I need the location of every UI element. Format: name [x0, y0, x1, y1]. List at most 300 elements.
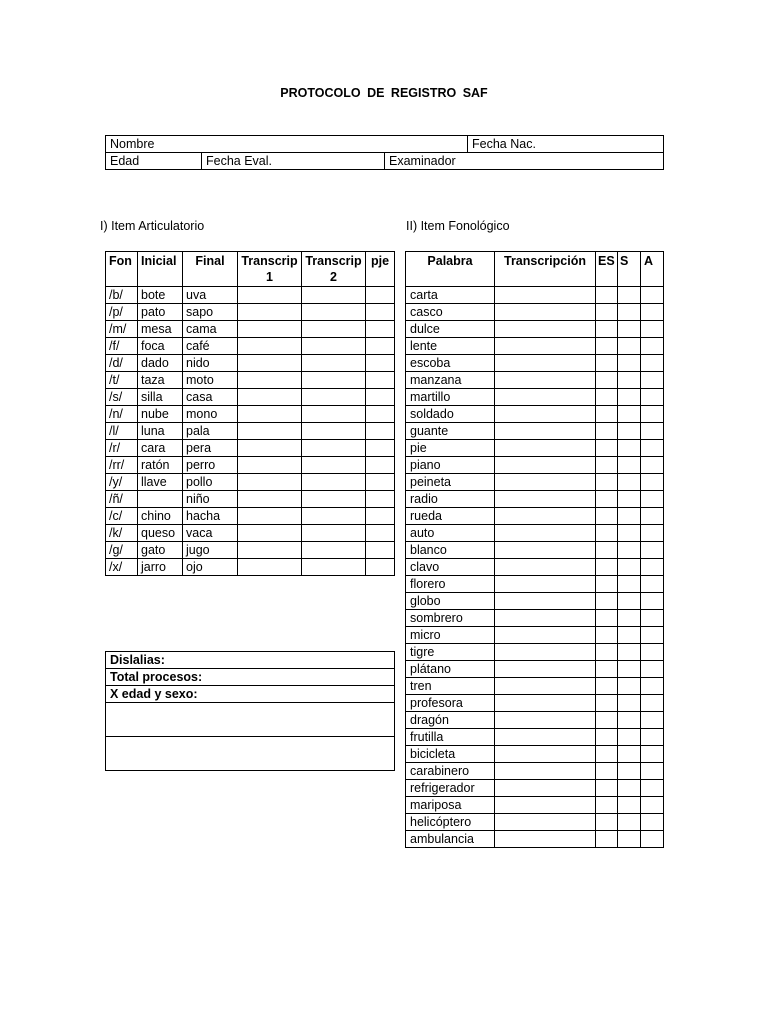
pje-cell[interactable]	[366, 389, 395, 406]
fon-cell: /c/	[106, 508, 138, 525]
dislalias-label[interactable]: Dislalias:	[106, 652, 395, 669]
table-row	[106, 406, 395, 423]
es-cell[interactable]	[596, 797, 618, 814]
a-cell[interactable]	[641, 746, 664, 763]
table-row	[406, 508, 664, 525]
s-cell[interactable]	[618, 321, 641, 338]
es-cell[interactable]	[596, 287, 618, 304]
es-cell[interactable]	[596, 355, 618, 372]
palabra-cell: bicicleta	[406, 746, 495, 763]
transcripcion-cell[interactable]	[495, 389, 596, 406]
transcripcion-cell[interactable]	[495, 457, 596, 474]
a-cell[interactable]	[641, 814, 664, 831]
inicial-cell: chino	[138, 508, 183, 525]
palabra-cell: profesora	[406, 695, 495, 712]
fon-cell: /x/	[106, 559, 138, 576]
table-row	[406, 593, 664, 610]
transcrip-2-cell[interactable]	[302, 321, 366, 338]
pje-cell[interactable]	[366, 355, 395, 372]
a-cell[interactable]	[641, 576, 664, 593]
table-row	[106, 440, 395, 457]
s-cell[interactable]	[618, 695, 641, 712]
pje-cell[interactable]	[366, 440, 395, 457]
table-row	[406, 644, 664, 661]
s-cell[interactable]	[618, 678, 641, 695]
s-cell[interactable]	[618, 525, 641, 542]
transcripcion-cell[interactable]	[495, 491, 596, 508]
a-cell[interactable]	[641, 355, 664, 372]
palabra-cell: clavo	[406, 559, 495, 576]
palabra-cell: blanco	[406, 542, 495, 559]
table-row	[406, 355, 664, 372]
table-row	[106, 508, 395, 525]
s-cell[interactable]	[618, 338, 641, 355]
s-cell[interactable]	[618, 508, 641, 525]
s-cell[interactable]	[618, 491, 641, 508]
pje-cell[interactable]	[366, 525, 395, 542]
transcripcion-cell[interactable]	[495, 780, 596, 797]
es-cell[interactable]	[596, 712, 618, 729]
es-cell[interactable]	[596, 746, 618, 763]
table-row	[406, 542, 664, 559]
palabra-cell: helicóptero	[406, 814, 495, 831]
s-cell[interactable]	[618, 627, 641, 644]
a-cell[interactable]	[641, 695, 664, 712]
col-final: Final	[183, 252, 238, 287]
transcrip-1-cell[interactable]	[238, 474, 302, 491]
inicial-cell: nube	[138, 406, 183, 423]
a-cell[interactable]	[641, 338, 664, 355]
es-cell[interactable]	[596, 627, 618, 644]
es-cell[interactable]	[596, 695, 618, 712]
s-cell[interactable]	[618, 610, 641, 627]
a-cell[interactable]	[641, 610, 664, 627]
a-cell[interactable]	[641, 457, 664, 474]
a-cell[interactable]	[641, 389, 664, 406]
a-cell[interactable]	[641, 474, 664, 491]
fon-cell: /m/	[106, 321, 138, 338]
a-cell[interactable]	[641, 678, 664, 695]
transcrip-2-cell[interactable]	[302, 287, 366, 304]
table-row	[106, 338, 395, 355]
fon-cell: /n/	[106, 406, 138, 423]
es-cell[interactable]	[596, 321, 618, 338]
transcripcion-cell[interactable]	[495, 423, 596, 440]
col-pje: pje	[366, 252, 395, 287]
articulatorio-table	[105, 251, 395, 576]
s-cell[interactable]	[618, 712, 641, 729]
a-cell[interactable]	[641, 729, 664, 746]
table-row	[106, 304, 395, 321]
transcripcion-cell[interactable]	[495, 746, 596, 763]
inicial-cell: taza	[138, 372, 183, 389]
a-cell[interactable]	[641, 423, 664, 440]
table-row	[406, 287, 664, 304]
es-cell[interactable]	[596, 474, 618, 491]
table-row	[406, 746, 664, 763]
palabra-cell: escoba	[406, 355, 495, 372]
es-cell[interactable]	[596, 525, 618, 542]
es-cell[interactable]	[596, 729, 618, 746]
inicial-cell: mesa	[138, 321, 183, 338]
transcripcion-cell[interactable]	[495, 831, 596, 848]
a-cell[interactable]	[641, 287, 664, 304]
final-cell: casa	[183, 389, 238, 406]
pje-cell[interactable]	[366, 474, 395, 491]
palabra-cell: soldado	[406, 406, 495, 423]
transcripcion-cell[interactable]	[495, 372, 596, 389]
palabra-cell: ambulancia	[406, 831, 495, 848]
a-cell[interactable]	[641, 491, 664, 508]
table-row	[106, 474, 395, 491]
table-row	[406, 372, 664, 389]
es-cell[interactable]	[596, 576, 618, 593]
palabra-cell: piano	[406, 457, 495, 474]
fon-cell: /rr/	[106, 457, 138, 474]
a-cell[interactable]	[641, 559, 664, 576]
x-edad-label[interactable]: X edad y sexo:	[106, 686, 395, 703]
total-procesos-label[interactable]: Total procesos:	[106, 669, 395, 686]
s-cell[interactable]	[618, 406, 641, 423]
transcrip-1-cell[interactable]	[238, 389, 302, 406]
s-cell[interactable]	[618, 593, 641, 610]
a-cell[interactable]	[641, 593, 664, 610]
pje-cell[interactable]	[366, 287, 395, 304]
transcrip-2-cell[interactable]	[302, 372, 366, 389]
fecha-eval-field[interactable]: Fecha Eval.	[202, 153, 385, 170]
transcripcion-cell[interactable]	[495, 627, 596, 644]
transcripcion-cell[interactable]	[495, 525, 596, 542]
es-cell[interactable]	[596, 763, 618, 780]
s-cell[interactable]	[618, 780, 641, 797]
transcrip-2-cell[interactable]	[302, 423, 366, 440]
pje-cell[interactable]	[366, 457, 395, 474]
table-row	[106, 559, 395, 576]
transcrip-1-cell[interactable]	[238, 321, 302, 338]
transcripcion-cell[interactable]	[495, 593, 596, 610]
final-cell: pala	[183, 423, 238, 440]
palabra-cell: tigre	[406, 644, 495, 661]
transcrip-1-cell[interactable]	[238, 491, 302, 508]
a-cell[interactable]	[641, 644, 664, 661]
a-cell[interactable]	[641, 542, 664, 559]
s-cell[interactable]	[618, 814, 641, 831]
transcrip-2-cell[interactable]	[302, 508, 366, 525]
s-cell[interactable]	[618, 389, 641, 406]
pje-cell[interactable]	[366, 542, 395, 559]
transcripcion-cell[interactable]	[495, 763, 596, 780]
nombre-field[interactable]: Nombre	[106, 136, 468, 153]
s-cell[interactable]	[618, 542, 641, 559]
a-cell[interactable]	[641, 627, 664, 644]
inicial-cell: llave	[138, 474, 183, 491]
es-cell[interactable]	[596, 423, 618, 440]
pje-cell[interactable]	[366, 372, 395, 389]
pje-cell[interactable]	[366, 423, 395, 440]
table-row	[406, 321, 664, 338]
es-cell[interactable]	[596, 491, 618, 508]
es-cell[interactable]	[596, 338, 618, 355]
final-cell: pera	[183, 440, 238, 457]
pje-cell[interactable]	[366, 304, 395, 321]
a-cell[interactable]	[641, 304, 664, 321]
transcrip-2-cell[interactable]	[302, 355, 366, 372]
transcrip-1-cell[interactable]	[238, 440, 302, 457]
final-cell: niño	[183, 491, 238, 508]
transcripcion-cell[interactable]	[495, 695, 596, 712]
inicial-cell: dado	[138, 355, 183, 372]
transcrip-1-cell[interactable]	[238, 304, 302, 321]
transcrip-1-cell[interactable]	[238, 525, 302, 542]
s-cell[interactable]	[618, 355, 641, 372]
es-cell[interactable]	[596, 457, 618, 474]
palabra-cell: mariposa	[406, 797, 495, 814]
transcripcion-cell[interactable]	[495, 712, 596, 729]
table-row	[406, 304, 664, 321]
es-cell[interactable]	[596, 440, 618, 457]
table-row	[106, 389, 395, 406]
fecha-nac-field[interactable]: Fecha Nac.	[468, 136, 664, 153]
table-row	[106, 321, 395, 338]
s-cell[interactable]	[618, 746, 641, 763]
transcripcion-cell[interactable]	[495, 338, 596, 355]
s-cell[interactable]	[618, 661, 641, 678]
transcrip-1-cell[interactable]	[238, 542, 302, 559]
final-cell: hacha	[183, 508, 238, 525]
s-cell[interactable]	[618, 763, 641, 780]
transcripcion-cell[interactable]	[495, 610, 596, 627]
a-cell[interactable]	[641, 780, 664, 797]
transcripcion-cell[interactable]	[495, 474, 596, 491]
palabra-cell: peineta	[406, 474, 495, 491]
table-row	[106, 491, 395, 508]
a-cell[interactable]	[641, 831, 664, 848]
col-a: A	[641, 252, 664, 287]
table-row	[106, 287, 395, 304]
es-cell[interactable]	[596, 661, 618, 678]
es-cell[interactable]	[596, 304, 618, 321]
transcrip-1-cell[interactable]	[238, 287, 302, 304]
es-cell[interactable]	[596, 644, 618, 661]
s-cell[interactable]	[618, 576, 641, 593]
transcrip-2-cell[interactable]	[302, 542, 366, 559]
examinador-field[interactable]: Examinador	[385, 153, 664, 170]
transcrip-2-cell[interactable]	[302, 474, 366, 491]
inicial-cell: cara	[138, 440, 183, 457]
a-cell[interactable]	[641, 321, 664, 338]
fonologico-heading: II) Item Fonológico	[406, 219, 510, 233]
es-cell[interactable]	[596, 508, 618, 525]
transcripcion-cell[interactable]	[495, 559, 596, 576]
edad-field[interactable]: Edad	[106, 153, 202, 170]
s-cell[interactable]	[618, 729, 641, 746]
transcripcion-cell[interactable]	[495, 304, 596, 321]
table-row	[106, 423, 395, 440]
col-fon: Fon	[106, 252, 138, 287]
patient-info-table	[105, 135, 664, 170]
transcripcion-cell[interactable]	[495, 729, 596, 746]
transcripcion-cell[interactable]	[495, 661, 596, 678]
transcrip-2-cell[interactable]	[302, 491, 366, 508]
table-row	[406, 474, 664, 491]
transcrip-2-cell[interactable]	[302, 338, 366, 355]
transcrip-1-cell[interactable]	[238, 355, 302, 372]
s-cell[interactable]	[618, 831, 641, 848]
inicial-cell: gato	[138, 542, 183, 559]
pje-cell[interactable]	[366, 338, 395, 355]
pje-cell[interactable]	[366, 508, 395, 525]
fon-cell: /ñ/	[106, 491, 138, 508]
transcripcion-cell[interactable]	[495, 406, 596, 423]
a-cell[interactable]	[641, 712, 664, 729]
transcrip-1-cell[interactable]	[238, 423, 302, 440]
col-transcrip-2: Transcrip 2	[302, 252, 366, 287]
s-cell[interactable]	[618, 559, 641, 576]
es-cell[interactable]	[596, 831, 618, 848]
a-cell[interactable]	[641, 440, 664, 457]
transcripcion-cell[interactable]	[495, 287, 596, 304]
a-cell[interactable]	[641, 763, 664, 780]
transcripcion-cell[interactable]	[495, 542, 596, 559]
final-cell: mono	[183, 406, 238, 423]
fon-cell: /b/	[106, 287, 138, 304]
transcrip-2-cell[interactable]	[302, 304, 366, 321]
s-cell[interactable]	[618, 440, 641, 457]
palabra-cell: martillo	[406, 389, 495, 406]
transcripcion-cell[interactable]	[495, 321, 596, 338]
final-cell: perro	[183, 457, 238, 474]
a-cell[interactable]	[641, 406, 664, 423]
a-cell[interactable]	[641, 525, 664, 542]
s-cell[interactable]	[618, 372, 641, 389]
s-cell[interactable]	[618, 457, 641, 474]
transcrip-1-cell[interactable]	[238, 508, 302, 525]
es-cell[interactable]	[596, 610, 618, 627]
palabra-cell: carta	[406, 287, 495, 304]
transcripcion-cell[interactable]	[495, 814, 596, 831]
pje-cell[interactable]	[366, 559, 395, 576]
transcripcion-cell[interactable]	[495, 508, 596, 525]
table-row	[406, 780, 664, 797]
pje-cell[interactable]	[366, 321, 395, 338]
transcripcion-cell[interactable]	[495, 355, 596, 372]
transcrip-1-cell[interactable]	[238, 559, 302, 576]
a-cell[interactable]	[641, 508, 664, 525]
palabra-cell: plátano	[406, 661, 495, 678]
col-es: ES	[596, 252, 618, 287]
es-cell[interactable]	[596, 593, 618, 610]
table-row	[406, 610, 664, 627]
transcripcion-cell[interactable]	[495, 440, 596, 457]
table-row	[406, 729, 664, 746]
palabra-cell: micro	[406, 627, 495, 644]
s-cell[interactable]	[618, 304, 641, 321]
table-row	[406, 559, 664, 576]
table-row	[406, 831, 664, 848]
transcripcion-cell[interactable]	[495, 644, 596, 661]
transcripcion-cell[interactable]	[495, 576, 596, 593]
transcrip-2-cell[interactable]	[302, 440, 366, 457]
palabra-cell: refrigerador	[406, 780, 495, 797]
final-cell: moto	[183, 372, 238, 389]
es-cell[interactable]	[596, 372, 618, 389]
transcrip-2-cell[interactable]	[302, 457, 366, 474]
col-transcrip-1: Transcrip 1	[238, 252, 302, 287]
fon-cell: /f/	[106, 338, 138, 355]
transcrip-2-cell[interactable]	[302, 559, 366, 576]
transcrip-2-cell[interactable]	[302, 389, 366, 406]
table-row	[406, 814, 664, 831]
palabra-cell: tren	[406, 678, 495, 695]
palabra-cell: manzana	[406, 372, 495, 389]
final-cell: sapo	[183, 304, 238, 321]
col-palabra: Palabra	[406, 252, 495, 287]
summary-blank-row[interactable]	[106, 737, 395, 771]
transcripcion-cell[interactable]	[495, 797, 596, 814]
pje-cell[interactable]	[366, 406, 395, 423]
table-row	[406, 576, 664, 593]
s-cell[interactable]	[618, 644, 641, 661]
transcripcion-cell[interactable]	[495, 678, 596, 695]
es-cell[interactable]	[596, 559, 618, 576]
pje-cell[interactable]	[366, 491, 395, 508]
table-row	[406, 406, 664, 423]
palabra-cell: carabinero	[406, 763, 495, 780]
s-cell[interactable]	[618, 797, 641, 814]
palabra-cell: dulce	[406, 321, 495, 338]
palabra-cell: lente	[406, 338, 495, 355]
a-cell[interactable]	[641, 797, 664, 814]
table-row	[406, 457, 664, 474]
inicial-cell: bote	[138, 287, 183, 304]
inicial-cell: luna	[138, 423, 183, 440]
table-row	[406, 423, 664, 440]
s-cell[interactable]	[618, 287, 641, 304]
es-cell[interactable]	[596, 542, 618, 559]
fon-cell: /s/	[106, 389, 138, 406]
transcrip-1-cell[interactable]	[238, 406, 302, 423]
inicial-cell: jarro	[138, 559, 183, 576]
transcrip-1-cell[interactable]	[238, 372, 302, 389]
table-row	[406, 338, 664, 355]
es-cell[interactable]	[596, 678, 618, 695]
table-row	[106, 355, 395, 372]
palabra-cell: radio	[406, 491, 495, 508]
table-row	[406, 695, 664, 712]
a-cell[interactable]	[641, 661, 664, 678]
transcrip-2-cell[interactable]	[302, 406, 366, 423]
summary-blank-row[interactable]	[106, 703, 395, 737]
fon-cell: /r/	[106, 440, 138, 457]
es-cell[interactable]	[596, 389, 618, 406]
transcrip-1-cell[interactable]	[238, 338, 302, 355]
table-row	[406, 525, 664, 542]
transcrip-1-cell[interactable]	[238, 457, 302, 474]
transcrip-2-cell[interactable]	[302, 525, 366, 542]
a-cell[interactable]	[641, 372, 664, 389]
s-cell[interactable]	[618, 474, 641, 491]
inicial-cell: silla	[138, 389, 183, 406]
palabra-cell: frutilla	[406, 729, 495, 746]
es-cell[interactable]	[596, 814, 618, 831]
final-cell: nido	[183, 355, 238, 372]
fon-cell: /d/	[106, 355, 138, 372]
es-cell[interactable]	[596, 406, 618, 423]
es-cell[interactable]	[596, 780, 618, 797]
s-cell[interactable]	[618, 423, 641, 440]
palabra-cell: globo	[406, 593, 495, 610]
fonologico-table	[405, 251, 664, 848]
